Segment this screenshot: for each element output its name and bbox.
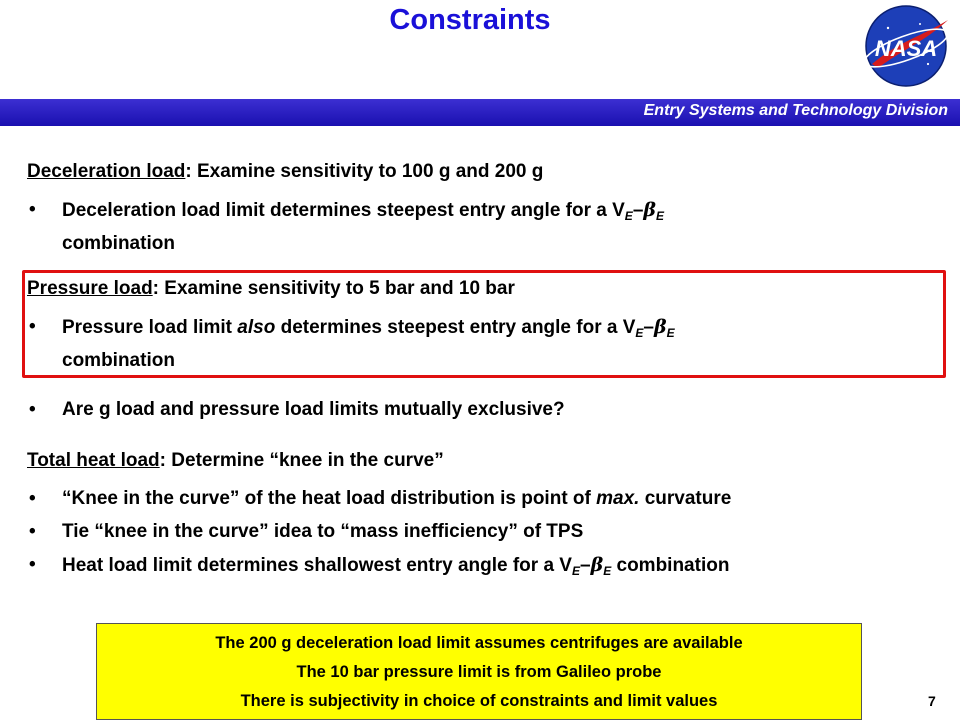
beta-symbol: β [590,554,604,576]
decel-bullet [62,196,664,258]
pressure-heading: Pressure load [27,278,153,299]
heat-bullet-1-max: max. [596,488,640,509]
bullet-marker: • [29,199,36,220]
subscript-e: E [603,564,612,578]
dash: – [643,317,654,338]
nasa-logo [858,2,954,90]
note-line: There is subjectivity in choice of constraints and limit values [240,692,718,710]
dash: – [632,200,644,221]
pressure-heading-line [27,278,515,300]
pressure-bullet [62,313,675,375]
exclusive-bullet: Are g load and pressure load limits mutually exclusive? [62,399,565,420]
subscript-e: E [635,326,644,340]
heat-heading: Total heat load [27,450,160,471]
division-name: Entry Systems and Technology Division [643,102,948,119]
decel-heading-rest: : Examine sensitivity to 100 g and 200 g [185,161,544,182]
nasa-logo-text: NASA [874,36,938,61]
heat-bullet-3 [62,551,729,585]
subscript-e: E [571,564,580,578]
decel-heading-line [27,161,543,183]
heat-heading-rest: : Determine “knee in the curve” [159,450,444,471]
pressure-bullet-line2: combination [62,350,175,371]
decel-heading: Deceleration load [27,161,186,182]
bullet-marker: • [29,521,36,542]
bullet-marker: • [29,399,36,420]
heat-bullet-3-post: combination [611,555,730,576]
heat-heading-line [27,450,444,472]
page-title: Constraints [389,4,551,36]
heat-bullet-1 [62,485,731,513]
bullet-marker: • [29,488,36,509]
subscript-e: E [656,209,665,223]
note-line: The 200 g deceleration load limit assumes centrifuges are available [215,634,743,652]
beta-symbol: β [654,316,667,338]
decel-bullet-text: Deceleration load limit determines steepest entry angle for a V [62,200,625,221]
bullet-marker: • [29,316,36,337]
heat-bullet-2: Tie “knee in the curve” idea to “mass inefficiency” of TPS [62,521,584,542]
pressure-heading-rest: : Examine sensitivity to 5 bar and 10 bar [152,278,515,299]
heat-bullet-1-post: curvature [639,488,732,509]
bullet-marker: • [29,554,36,575]
note-box [96,623,862,720]
pressure-bullet-also: also [237,317,276,338]
division-banner [0,99,960,126]
heat-bullet-3-text: Heat load limit determines shallowest entry angle for a V [62,555,572,576]
decel-bullet-line2: combination [62,233,175,254]
dash: – [580,555,591,576]
subscript-e: E [624,209,633,223]
pressure-bullet-text: Pressure load limit [62,317,238,338]
heat-bullet-1-text: “Knee in the curve” of the heat load distribution is point of [62,488,597,509]
beta-symbol: β [643,199,657,221]
page-number: 7 [928,693,936,709]
pressure-bullet-mid: determines steepest entry angle for a V [275,317,636,338]
subscript-e: E [666,326,675,340]
note-line: The 10 bar pressure limit is from Galileo probe [296,663,662,681]
